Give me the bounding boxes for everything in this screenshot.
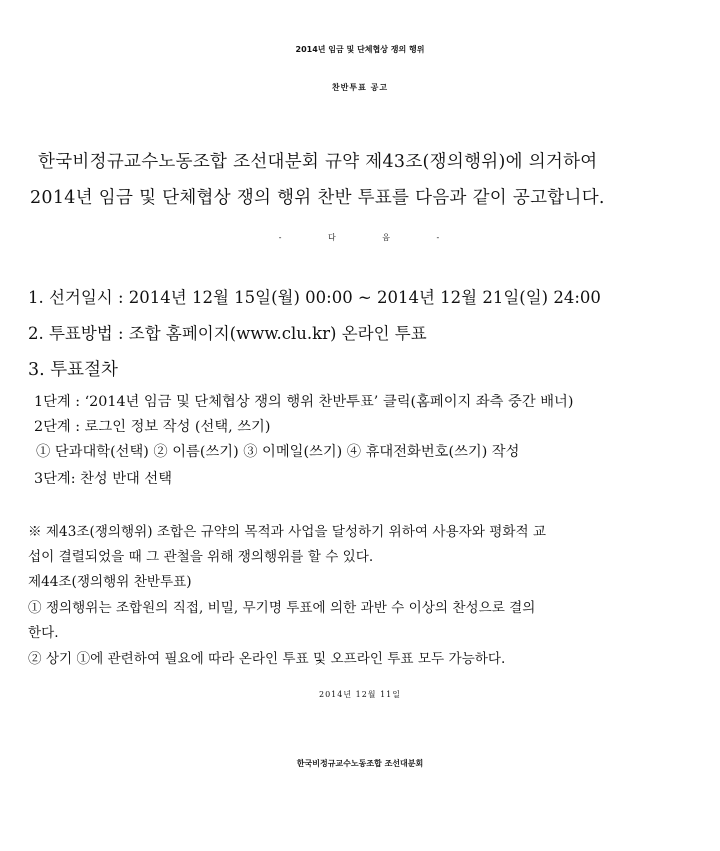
article-44-item-2: ② 상기 ①에 관련하여 필요에 따라 온라인 투표 및 오프라인 투표 모두 가능하다.	[28, 651, 506, 667]
notice-subtitle: 2014년 임금 및 단체협상 쟁의 행위	[295, 45, 425, 54]
notice-date: 2014년 12월 11일	[319, 690, 401, 699]
procedure-step-2: 2단계 : 로그인 정보 작성 (선택, 쓰기)	[34, 419, 271, 435]
issuing-organization: 한국비정규교수노동조합 조선대분회	[296, 759, 424, 768]
intro-line-2: 2014년 임금 및 단체협상 쟁의 행위 찬반 투표를 다음과 같이 공고합니다.	[30, 188, 605, 208]
vote-schedule: 1. 선거일시 : 2014년 12월 15일(월) 00:00 ~ 2014년 12월 21일(일) 24:00	[28, 288, 601, 307]
procedure-step-1: 1단계 : ‘2014년 임금 및 단체협상 쟁의 행위 찬반투표’ 클릭(홈페이지 좌측 중간 배너)	[34, 394, 574, 410]
divider-heading: - 다 음 -	[278, 233, 442, 242]
article-43-line-1: ※ 제43조(쟁의행위) 조합은 규약의 목적과 사업을 달성하기 위하여 사용자와 평화적 교	[28, 524, 547, 540]
intro-line-1: 한국비정규교수노동조합 조선대분회 규약 제43조(쟁의행위)에 의거하여	[38, 152, 598, 172]
article-44-item-1-line-1: ① 쟁의행위는 조합원의 직접, 비밀, 무기명 투표에 의한 과반 수 이상의 찬성으로 결의	[28, 600, 536, 616]
article-44-title: 제44조(쟁의행위 찬반투표)	[28, 574, 192, 590]
procedure-step-3: 3단계: 찬성 반대 선택	[34, 471, 173, 487]
article-44-item-1-line-2: 한다.	[28, 625, 59, 641]
notice-title: 찬반투표 공고	[331, 83, 389, 92]
procedure-step-2-detail: ① 단과대학(선택) ② 이름(쓰기) ③ 이메일(쓰기) ④ 휴대전화번호(쓰기) 작성	[36, 444, 520, 460]
vote-procedure-heading: 3. 투표절차	[28, 360, 118, 380]
vote-method: 2. 투표방법 : 조합 홈페이지(www.clu.kr) 온라인 투표	[28, 324, 427, 343]
article-43-line-2: 섭이 결렬되었을 때 그 관철을 위해 쟁의행위를 할 수 있다.	[28, 549, 374, 565]
